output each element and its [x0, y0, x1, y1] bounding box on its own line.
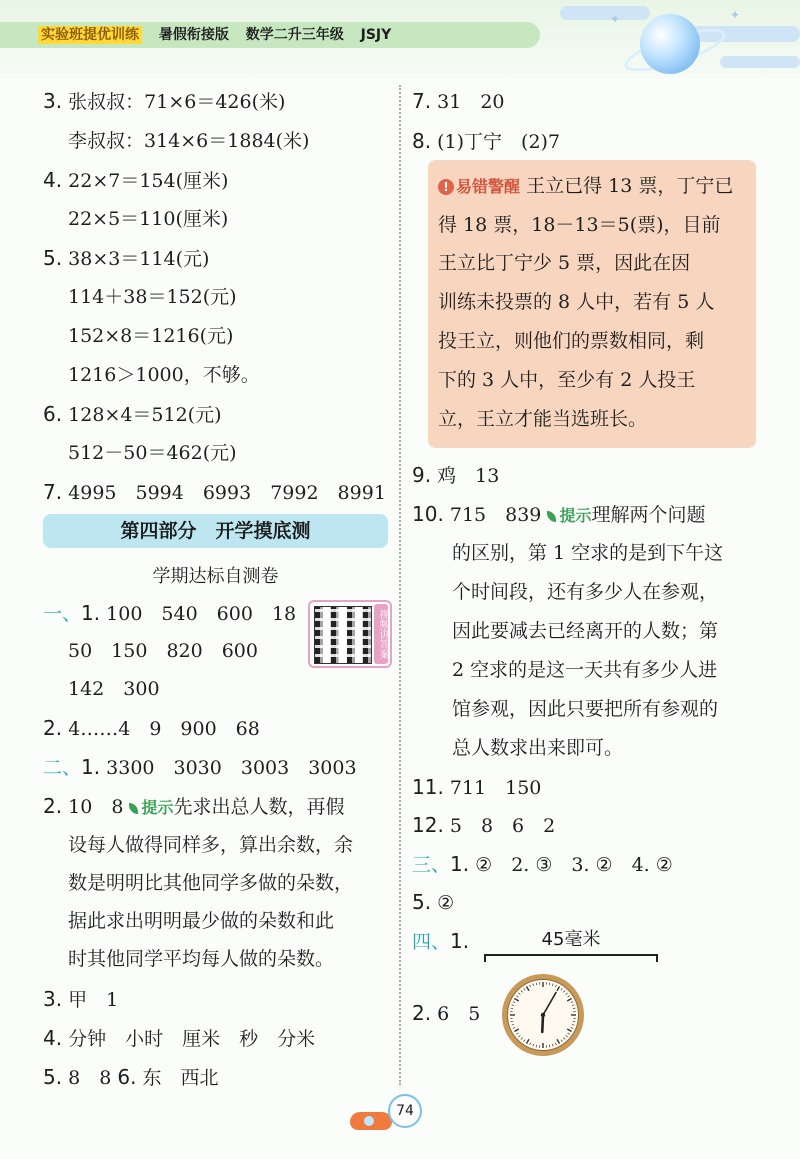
item-number: 7. — [43, 480, 63, 504]
answer-text: 5 8 6 2 — [449, 815, 556, 837]
answer-line — [43, 245, 209, 271]
clock-tick — [536, 983, 537, 985]
answer-line — [43, 715, 260, 741]
clock-tick — [571, 1027, 573, 1028]
clock-center — [541, 1013, 545, 1017]
item-number: 1. — [450, 852, 470, 876]
series-brand: 实验班提优训练 — [38, 26, 142, 44]
clock-tick — [572, 1024, 574, 1025]
clock-hour-hand — [542, 1015, 543, 1032]
answer-line — [412, 812, 555, 838]
answer-text: 6 5 — [437, 1003, 481, 1025]
answer-text: 3300 3030 3003 3003 — [106, 757, 357, 779]
clock-tick — [555, 1043, 556, 1045]
answer-line: 1216＞1000，不够。 — [68, 364, 260, 386]
tip-line: 馆参观，因此只要把所有参观的 — [452, 698, 719, 720]
answer-line — [43, 401, 222, 427]
clock-tick — [557, 986, 560, 990]
part-marker: 一、 — [43, 603, 82, 625]
item-number: 6. — [117, 1065, 137, 1089]
item-number: 6. — [43, 402, 63, 426]
tip-line: 时其他同学平均每人做的朵数。 — [68, 948, 335, 970]
answer-line — [412, 88, 505, 114]
answer-text: 31 20 — [437, 91, 505, 113]
tip-line: 总人数求出来即可。 — [452, 737, 624, 759]
clock-face — [507, 979, 579, 1051]
test-subtitle: 学期达标自测卷 — [152, 566, 279, 587]
answer-text: 8 8 — [68, 1067, 112, 1089]
answer-line: 李叔叔：314×6＝1884(米) — [68, 130, 310, 152]
tip-text: 提示 — [559, 506, 592, 525]
qr-code-pattern — [314, 606, 372, 664]
tip-line: 据此求出明明最少做的朵数和此 — [68, 910, 335, 932]
answer-text: 128×4＝512(元) — [68, 404, 222, 426]
tip-line: 2 空求的是这一天共有多少人进 — [452, 659, 718, 681]
answer-line — [43, 1025, 315, 1051]
item-number: 3. — [43, 987, 63, 1011]
clock-tick — [530, 985, 531, 987]
warning-line: 下的 3 人中，至少有 2 人投王 — [438, 369, 696, 391]
clock-tick — [563, 1038, 565, 1040]
clock-tick — [561, 988, 562, 990]
warning-line: 投王立，则他们的票数相同，剩 — [438, 330, 705, 352]
code-label: JSJY — [360, 27, 392, 43]
answer-line — [412, 851, 673, 877]
tip-explanation: 先求出总人数，再假 — [173, 796, 345, 818]
clock-tick — [549, 1045, 550, 1047]
answer-line: 142 300 — [68, 678, 160, 700]
clock-tick — [524, 1040, 525, 1042]
item-number: 12. — [412, 813, 444, 837]
answer-text: ② 2. ③ 3. ② 4. ② — [475, 854, 673, 876]
clock-tick — [512, 1024, 514, 1025]
answer-text: 715 839 — [449, 504, 542, 526]
answer-text: 10 8 — [68, 796, 124, 818]
warning-icon: ! — [438, 179, 454, 195]
clock-tick — [527, 986, 530, 990]
item-number: 7. — [412, 89, 432, 113]
clock-tick — [567, 999, 571, 1002]
clock-tick — [572, 1005, 574, 1006]
item-number: 9. — [412, 463, 432, 487]
answer-text: (1)丁宁 (2)7 — [437, 131, 561, 153]
clock-tick — [521, 990, 523, 992]
clock-tick — [514, 1029, 518, 1032]
tip-explanation: 理解两个问题 — [591, 504, 706, 526]
clock-tick — [518, 1035, 520, 1037]
clock-tick — [561, 1040, 562, 1042]
part-marker: 四、 — [412, 931, 451, 953]
clock-tick — [573, 1021, 575, 1022]
answer-text: 22×7＝154(厘米) — [68, 170, 229, 192]
part-marker: 二、 — [43, 757, 82, 779]
header-title — [38, 24, 391, 44]
clock-tick — [527, 1039, 530, 1043]
clock-tick — [533, 1044, 534, 1046]
part-marker: 三、 — [412, 854, 451, 876]
clock-tick — [552, 984, 553, 986]
tip-line: 的区别，第 1 空求的是到下午这 — [452, 542, 724, 564]
page-number: 74 — [388, 1094, 422, 1128]
cloud-decoration — [560, 6, 650, 20]
answer-line — [412, 128, 560, 154]
answer-text: ② — [437, 892, 455, 914]
clock-tick — [518, 993, 520, 995]
item-number: 2. — [412, 1001, 432, 1025]
star-icon: ✦ — [730, 8, 741, 22]
answer-text: 张叔叔：71×6＝426(米) — [68, 91, 286, 113]
clock-tick — [557, 1039, 560, 1043]
clock-tick — [568, 996, 570, 997]
answer-line: 114＋38＝152(元) — [68, 286, 237, 308]
answer-line — [412, 889, 454, 915]
clock-tick — [571, 1002, 573, 1003]
item-number: 1. — [81, 601, 101, 625]
page-header — [0, 0, 800, 78]
tip-label — [547, 506, 591, 525]
item-number: 10. — [412, 502, 444, 526]
clock-tick — [530, 1043, 531, 1045]
clock-dial — [508, 980, 578, 1050]
answer-line — [43, 88, 285, 114]
leaf-icon — [547, 511, 556, 522]
clock-minute-hand — [543, 992, 556, 1015]
warning-label — [438, 177, 520, 196]
item-number: 2. — [43, 794, 63, 818]
tip-label — [129, 798, 173, 817]
clock-tick — [563, 990, 565, 992]
tip-line: 数是明明比其他同学多做的朵数， — [68, 872, 354, 894]
warning-line: 王立比丁宁少 5 票，因此在因 — [438, 252, 691, 274]
line-segment — [484, 954, 658, 962]
answer-line — [43, 167, 228, 193]
tip-line: 设每人做得同样多，算出余数，余 — [68, 834, 354, 856]
clock-tick — [513, 1002, 515, 1003]
line-segment-label: 45毫米 — [541, 929, 601, 950]
clock-tick — [513, 1027, 515, 1028]
clock-tick — [512, 1005, 514, 1006]
answer-line — [43, 793, 344, 819]
answer-text: 711 150 — [449, 777, 542, 799]
leaf-icon — [129, 803, 138, 814]
clock-tick — [567, 1029, 571, 1032]
clock-tick — [566, 1035, 568, 1037]
submarine-icon — [350, 1112, 392, 1130]
answer-line: 22×5＝110(厘米) — [68, 208, 229, 230]
answer-line — [43, 479, 386, 505]
item-number: 8. — [412, 129, 432, 153]
item-number: 4. — [43, 1026, 63, 1050]
warning-label-text: 易错警醒 — [456, 177, 521, 196]
item-number: 5. — [43, 1065, 63, 1089]
clock-tick — [573, 1008, 575, 1009]
clock-tick — [524, 988, 525, 990]
edition-label: 暑假衔接版 — [158, 27, 229, 43]
clock-tick — [533, 984, 534, 986]
answer-text: 4……4 9 900 68 — [68, 718, 260, 740]
clock-tick — [511, 1008, 513, 1009]
answer-line — [43, 1064, 219, 1090]
warning-text: 王立已得 13 票，丁宁已 — [526, 175, 734, 197]
item-number: 11. — [412, 775, 444, 799]
item-number: 3. — [43, 89, 63, 113]
answer-text: 4995 5994 6993 7992 8991 — [68, 482, 386, 504]
clock-tick — [511, 1021, 513, 1022]
clock-icon — [502, 974, 584, 1056]
answer-line — [412, 774, 541, 800]
item-number: 5. — [43, 246, 63, 270]
answer-line: 50 150 820 600 — [68, 640, 258, 662]
clock-tick — [514, 999, 518, 1002]
item-number: 2. — [43, 716, 63, 740]
clock-tick — [521, 1038, 523, 1040]
answer-line — [43, 986, 118, 1012]
item-number: 1. — [81, 755, 101, 779]
answer-line — [412, 501, 705, 527]
answer-line: 512－50＝462(元) — [68, 442, 237, 464]
answer-line — [43, 754, 357, 780]
answer-line — [412, 462, 499, 488]
subject-label: 数学二升三年级 — [245, 27, 344, 43]
section-banner: 第四部分 开学摸底测 — [43, 514, 388, 548]
cloud-decoration — [720, 56, 800, 68]
clock-tick — [516, 996, 518, 997]
clock-tick — [555, 985, 556, 987]
item-number: 1. — [450, 929, 470, 953]
clock-tick — [552, 1044, 553, 1046]
warning-line: 得 18 票，18－13＝5(票)，目前 — [438, 214, 721, 236]
answer-line — [43, 600, 296, 626]
answer-text: 鸡 13 — [437, 465, 500, 487]
answer-text: 分钟 小时 厘米 秒 分米 — [68, 1028, 316, 1050]
qr-code[interactable] — [308, 600, 392, 668]
column-divider — [399, 85, 401, 1085]
tip-text: 提示 — [141, 798, 174, 817]
warning-line: 训练未投票的 8 人中，若有 5 人 — [438, 291, 715, 313]
answer-line — [412, 928, 469, 954]
clock-tick — [516, 1033, 518, 1034]
clock-tick — [549, 983, 550, 985]
answer-text: 甲 1 — [68, 989, 119, 1011]
star-icon: ✦ — [610, 12, 621, 26]
warning-line: 立，王立才能当选班长。 — [438, 408, 648, 430]
planet-icon — [640, 14, 700, 74]
clock-tick — [568, 1033, 570, 1034]
answer-text: 38×3＝114(元) — [68, 248, 210, 270]
answer-text: 100 540 600 18 — [106, 603, 297, 625]
clock-tick — [566, 993, 568, 995]
item-number: 4. — [43, 168, 63, 192]
clock-tick — [536, 1045, 537, 1047]
answer-line — [412, 1000, 480, 1026]
warning-line — [438, 173, 733, 199]
item-number: 5. — [412, 890, 432, 914]
tip-line: 个时间段，还有多少人在参观， — [452, 581, 719, 603]
tip-line: 因此要减去已经离开的人数；第 — [452, 620, 719, 642]
qr-video-label: 视频讲答案 — [374, 604, 388, 664]
answer-text: 东 西北 — [142, 1067, 219, 1089]
answer-line: 152×8＝1216(元) — [68, 325, 234, 347]
